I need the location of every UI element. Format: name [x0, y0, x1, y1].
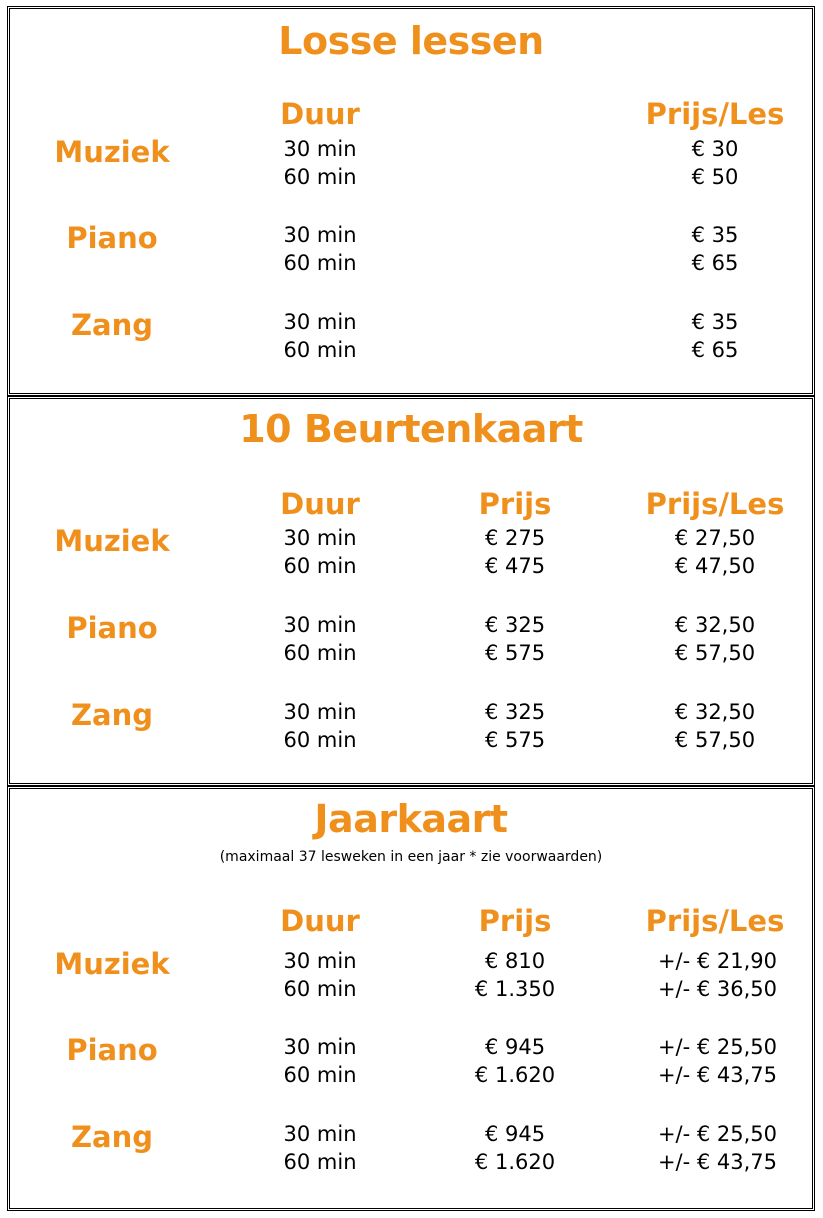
header-duur: Duur — [280, 904, 360, 938]
prijs-les-cell — [640, 524, 790, 580]
prijs-les-cell — [635, 1120, 800, 1176]
header-duur: Duur — [280, 97, 360, 131]
duration-value: 30 min — [283, 1035, 357, 1059]
category-muziek: Muziek — [54, 135, 170, 169]
prijs-les-value: +/- € 36,50 — [657, 977, 778, 1001]
duration-value: 30 min — [283, 949, 357, 973]
prijs-les-value: € 50 — [691, 165, 739, 189]
section-losse-lessen — [7, 6, 815, 396]
duration-value: 30 min — [283, 526, 357, 550]
section-title: Losse lessen — [278, 19, 544, 63]
section-title: 10 Beurtenkaart — [239, 407, 583, 451]
durations-cell — [260, 221, 380, 277]
category-piano: Piano — [66, 1033, 158, 1067]
prijs-cell — [450, 947, 580, 1003]
prijs-value: € 275 — [484, 526, 546, 550]
section-10-beurtenkaart — [7, 396, 815, 786]
prijs-les-value: € 35 — [691, 223, 739, 247]
prijs-value: € 575 — [484, 641, 546, 665]
prijs-les-cell — [640, 611, 790, 667]
prijs-les-cell — [650, 135, 780, 191]
prijs-value: € 945 — [484, 1122, 546, 1146]
prijs-value: € 810 — [484, 949, 546, 973]
prijs-les-cell — [650, 308, 780, 364]
prijs-les-value: € 32,50 — [674, 700, 756, 724]
duration-value: 30 min — [283, 700, 357, 724]
prijs-les-value: +/- € 43,75 — [657, 1150, 778, 1174]
duration-value: 30 min — [283, 1122, 357, 1146]
header-prijs-les: Prijs/Les — [645, 904, 785, 938]
header-prijs-les: Prijs/Les — [645, 487, 785, 521]
prijs-value: € 325 — [484, 700, 546, 724]
duration-value: 30 min — [283, 613, 357, 637]
header-prijs: Prijs — [478, 487, 552, 521]
durations-cell — [260, 524, 380, 580]
prijs-les-value: € 57,50 — [674, 728, 756, 752]
prijs-value: € 575 — [484, 728, 546, 752]
section-jaarkaart — [7, 786, 815, 1211]
duration-value: 60 min — [283, 165, 357, 189]
duration-value: 60 min — [283, 1063, 357, 1087]
category-zang: Zang — [70, 1120, 153, 1154]
prijs-cell — [450, 698, 580, 754]
prijs-value: € 1.350 — [474, 977, 556, 1001]
prijs-value: € 325 — [484, 613, 546, 637]
prijs-les-cell — [640, 698, 790, 754]
prijs-value: € 1.620 — [474, 1150, 556, 1174]
prijs-les-value: € 57,50 — [674, 641, 756, 665]
header-prijs-les: Prijs/Les — [645, 97, 785, 131]
duration-value: 60 min — [283, 251, 357, 275]
duration-value: 60 min — [283, 977, 357, 1001]
prijs-les-cell — [635, 1033, 800, 1089]
prijs-les-value: € 30 — [691, 137, 739, 161]
prijs-value: € 1.620 — [474, 1063, 556, 1087]
durations-cell — [260, 947, 380, 1003]
section-title: Jaarkaart — [314, 797, 508, 841]
prijs-les-value: +/- € 25,50 — [657, 1035, 778, 1059]
prijs-les-cell — [650, 221, 780, 277]
durations-cell — [260, 308, 380, 364]
prijs-les-value: +/- € 25,50 — [657, 1122, 778, 1146]
duration-value: 30 min — [283, 137, 357, 161]
category-muziek: Muziek — [54, 947, 170, 981]
category-muziek: Muziek — [54, 524, 170, 558]
durations-cell — [260, 698, 380, 754]
prijs-les-value: € 35 — [691, 310, 739, 334]
prijs-cell — [450, 611, 580, 667]
header-prijs: Prijs — [478, 904, 552, 938]
prijs-cell — [450, 1120, 580, 1176]
header-duur: Duur — [280, 487, 360, 521]
durations-cell — [260, 1033, 380, 1089]
prijs-les-value: +/- € 43,75 — [657, 1063, 778, 1087]
category-zang: Zang — [70, 308, 153, 342]
durations-cell — [260, 1120, 380, 1176]
prijs-value: € 945 — [484, 1035, 546, 1059]
prijs-les-value: € 27,50 — [674, 526, 756, 550]
prijs-les-value: € 65 — [691, 251, 739, 275]
durations-cell — [260, 135, 380, 191]
duration-value: 60 min — [283, 728, 357, 752]
duration-value: 60 min — [283, 1150, 357, 1174]
duration-value: 30 min — [283, 223, 357, 247]
prijs-value: € 475 — [484, 554, 546, 578]
category-piano: Piano — [66, 611, 158, 645]
duration-value: 60 min — [283, 641, 357, 665]
prijs-les-value: +/- € 21,90 — [657, 949, 778, 973]
prijs-cell — [450, 524, 580, 580]
category-piano: Piano — [66, 221, 158, 255]
duration-value: 60 min — [283, 338, 357, 362]
prijs-les-value: € 47,50 — [674, 554, 756, 578]
duration-value: 30 min — [283, 310, 357, 334]
prijs-les-value: € 32,50 — [674, 613, 756, 637]
prijs-les-cell — [635, 947, 800, 1003]
prijs-cell — [450, 1033, 580, 1089]
prijs-les-value: € 65 — [691, 338, 739, 362]
durations-cell — [260, 611, 380, 667]
duration-value: 60 min — [283, 554, 357, 578]
category-zang: Zang — [70, 698, 153, 732]
section-subtitle: (maximaal 37 lesweken in een jaar * zie voorwaarden) — [219, 849, 603, 865]
